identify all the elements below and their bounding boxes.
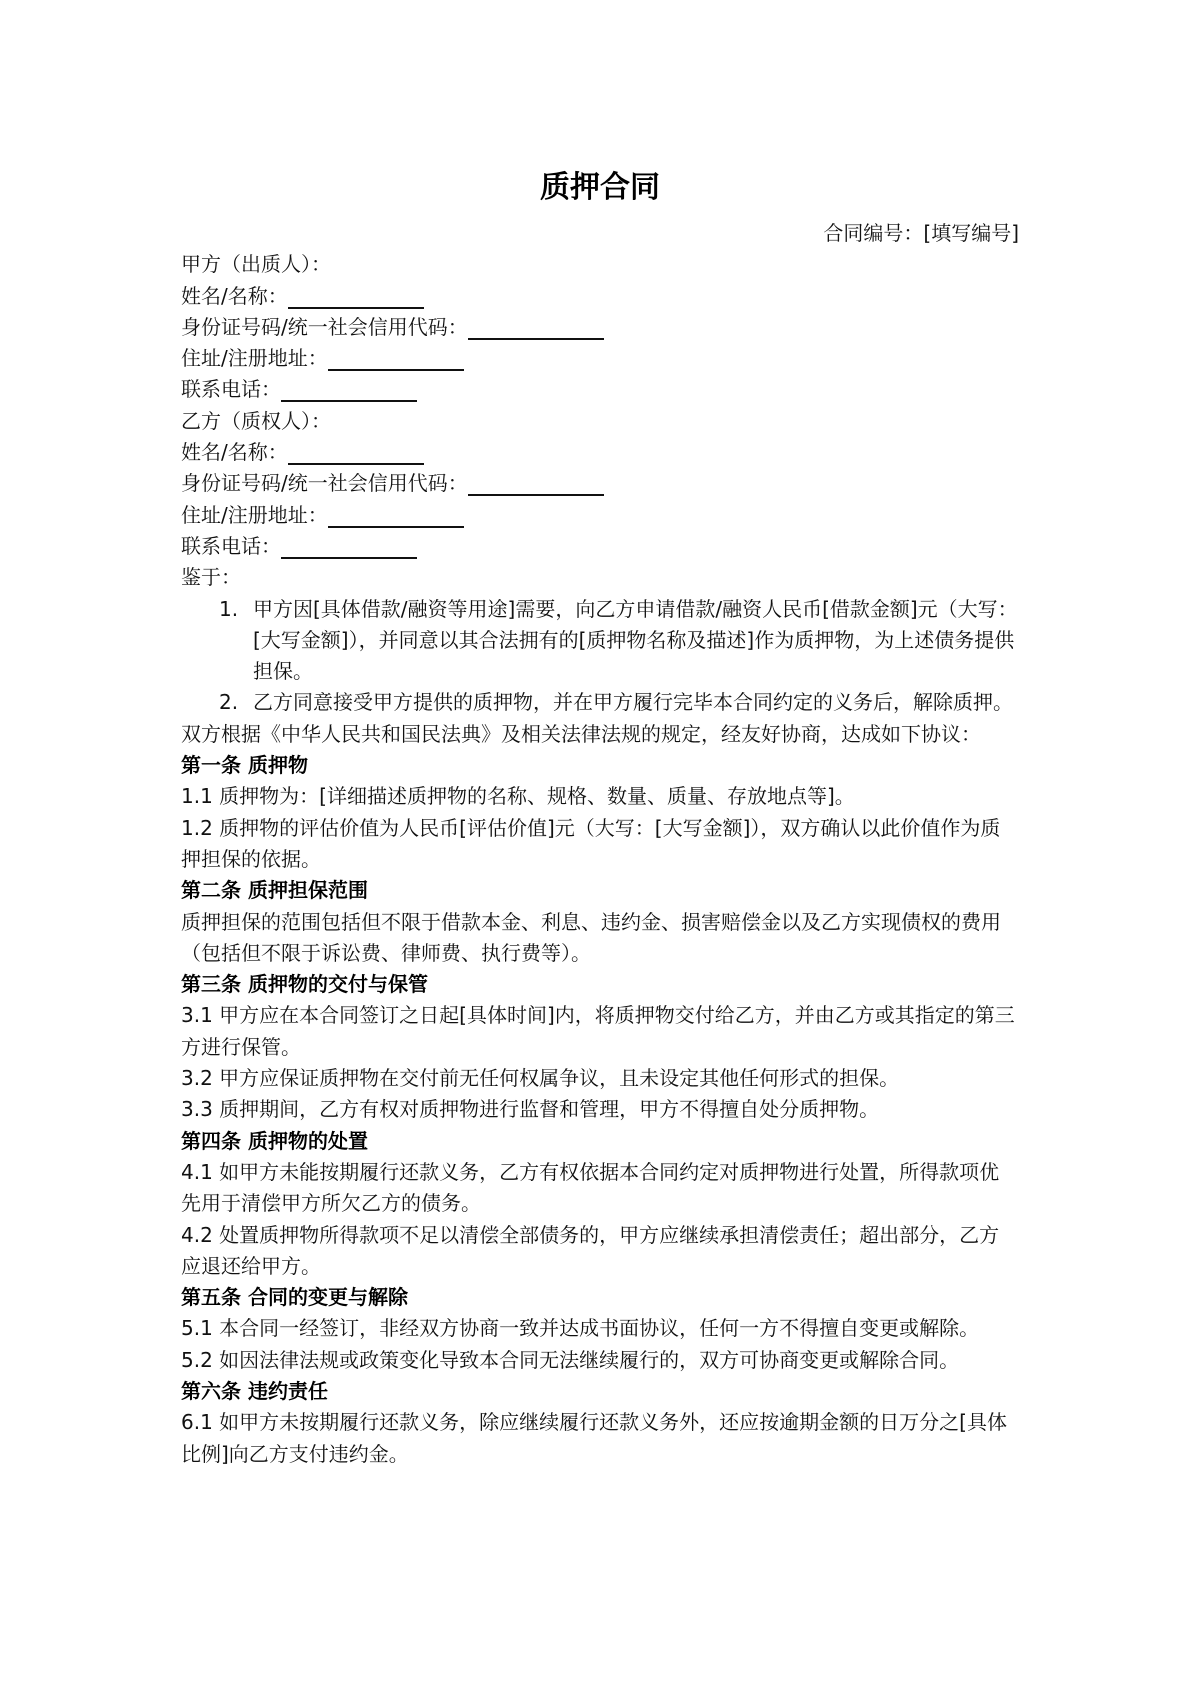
fill-blank bbox=[468, 472, 604, 496]
party-b-address-field: 住址/注册地址： bbox=[181, 500, 1019, 531]
fill-blank bbox=[281, 378, 417, 402]
article-paragraph: 1.2 质押物的评估价值为人民币[评估价值]元（大写：[大写金额]），双方确认以此价值作为质押担保的依据。 bbox=[181, 815, 1001, 871]
article-heading: 第一条 质押物 bbox=[181, 753, 308, 778]
whereas-label: 鉴于： bbox=[181, 565, 241, 590]
article-paragraph: 3.2 甲方应保证质押物在交付前无任何权属争议，且未设定其他任何形式的担保。 bbox=[181, 1066, 900, 1091]
fill-blank bbox=[328, 504, 464, 528]
article-paragraph: 3.1 甲方应在本合同签订之日起[具体时间]内，将质押物交付给乙方，并由乙方或其指定的第三方进行保管。 bbox=[181, 1003, 1015, 1059]
article-1 bbox=[181, 750, 1019, 875]
fill-blank bbox=[288, 285, 424, 309]
party-b-phone-field: 联系电话： bbox=[181, 531, 1019, 562]
list-item: 2. 乙方同意接受甲方提供的质押物，并在甲方履行完毕本合同约定的义务后，解除质押。 bbox=[219, 690, 1013, 715]
article-heading: 第六条 违约责任 bbox=[181, 1378, 328, 1403]
article-2 bbox=[181, 875, 1019, 969]
article-paragraph: 3.3 质押期间，乙方有权对质押物进行监督和管理，甲方不得擅自处分质押物。 bbox=[181, 1097, 880, 1122]
article-paragraph: 5.2 如因法律法规或政策变化导致本合同无法继续履行的，双方可协商变更或解除合同。 bbox=[181, 1347, 960, 1372]
article-5 bbox=[181, 1282, 1019, 1376]
article-heading: 第四条 质押物的处置 bbox=[181, 1128, 368, 1153]
party-b-label: 乙方（质权人）： bbox=[181, 408, 331, 433]
fill-blank bbox=[468, 316, 604, 340]
article-heading: 第三条 质押物的交付与保管 bbox=[181, 972, 428, 997]
article-paragraph: 4.2 处置质押物所得款项不足以清偿全部债务的，甲方应继续承担清偿责任；超出部分，乙方应退还给甲方。 bbox=[181, 1222, 1000, 1278]
article-6 bbox=[181, 1376, 1019, 1470]
party-a-address-field: 住址/注册地址： bbox=[181, 343, 1019, 374]
party-a-id-field: 身份证号码/统一社会信用代码： bbox=[181, 312, 1019, 343]
party-a-phone-field: 联系电话： bbox=[181, 374, 1019, 405]
article-3 bbox=[181, 969, 1019, 1125]
fill-blank bbox=[281, 535, 417, 559]
party-a-label: 甲方（出质人）： bbox=[181, 252, 331, 277]
list-item: 1. 甲方因[具体借款/融资等用途]需要，向乙方申请借款/融资人民币[借款金额]元（大写：[大写金额]），并同意以其合法拥有的[质押物名称及描述]作为质押物，为上述债务提供担保。 bbox=[219, 596, 1018, 684]
fill-blank bbox=[328, 347, 464, 371]
article-heading: 第二条 质押担保范围 bbox=[181, 878, 368, 903]
article-paragraph: 5.1 本合同一经签订，非经双方协商一致并达成书面协议，任何一方不得擅自变更或解除。 bbox=[181, 1316, 980, 1341]
agreement-intro: 双方根据《中华人民共和国民法典》及相关法律法规的规定，经友好协商，达成如下协议： bbox=[181, 721, 981, 746]
party-b-id-field: 身份证号码/统一社会信用代码： bbox=[181, 468, 1019, 499]
whereas-list bbox=[181, 594, 1019, 719]
contract-number: 合同编号：[填写编号] bbox=[823, 221, 1019, 245]
party-a-name-field: 姓名/名称： bbox=[181, 281, 1019, 312]
party-b-name-field: 姓名/名称： bbox=[181, 437, 1019, 468]
article-paragraph: 质押担保的范围包括但不限于借款本金、利息、违约金、损害赔偿金以及乙方实现债权的费用（包括但不限于诉讼费、律师费、执行费等）。 bbox=[181, 909, 1001, 965]
article-paragraph: 4.1 如甲方未能按期履行还款义务，乙方有权依据本合同约定对质押物进行处置，所得款项优先用于清偿甲方所欠乙方的债务。 bbox=[181, 1159, 1000, 1216]
article-4 bbox=[181, 1126, 1019, 1282]
document-title: 质押合同 bbox=[540, 170, 660, 205]
contract-document bbox=[181, 168, 1019, 1470]
article-paragraph: 6.1 如甲方未按期履行还款义务，除应继续履行还款义务外，还应按逾期金额的日万分之[具体比例]向乙方支付违约金。 bbox=[181, 1410, 1007, 1466]
article-paragraph: 1.1 质押物为：[详细描述质押物的名称、规格、数量、质量、存放地点等]。 bbox=[181, 784, 855, 809]
article-heading: 第五条 合同的变更与解除 bbox=[181, 1285, 408, 1310]
fill-blank bbox=[288, 441, 424, 465]
